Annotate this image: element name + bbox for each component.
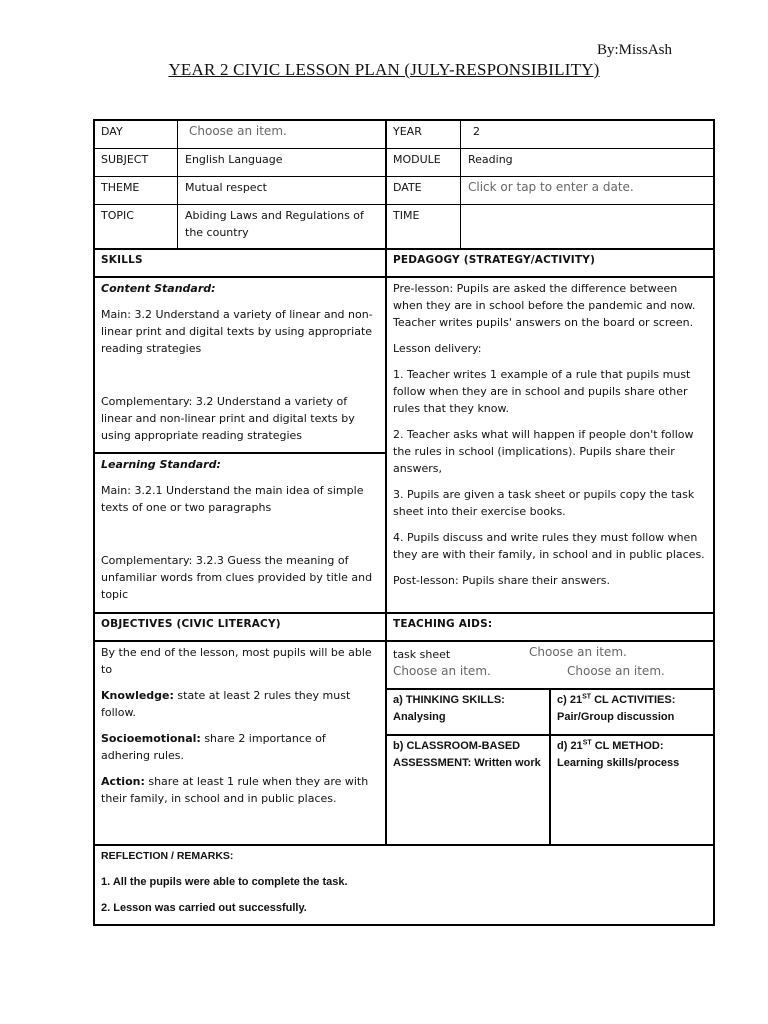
author-credit: By:MissAsh: [597, 42, 673, 58]
assessment-value-line: ASSESSMENT: Written work: [393, 757, 541, 769]
delivery-step-3: 3. Pupils are given a task sheet or pupils copy the task sheet into their exercise books.: [393, 488, 695, 518]
pedagogy-heading: PEDAGOGY (STRATEGY/ACTIVITY): [393, 254, 596, 266]
assessment-label: b) CLASSROOM-BASED: [393, 740, 521, 752]
thinking-skills-label: a) THINKING SKILLS:: [393, 694, 505, 706]
year-label: YEAR: [393, 125, 422, 138]
cl-method-value: Learning skills/process: [557, 757, 680, 769]
theme-label: THEME: [101, 181, 140, 194]
learning-standard-label: Learning Standard:: [101, 458, 221, 471]
learning-standard-main: Main: 3.2.1 Understand the main idea of simple texts of one or two paragraphs: [101, 484, 364, 514]
learning-standard-section: [95, 454, 384, 612]
module-value: Reading: [468, 153, 513, 166]
delivery-step-1: 1. Teacher writes 1 example of a rule that pupils must follow when they are in school and pupils share other rules that they know.: [393, 368, 691, 415]
content-standard-complementary: Complementary: 3.2 Understand a variety of linear and non-linear print and digital texts by using appropriate reading strategies: [101, 395, 355, 442]
objectives-section: [95, 642, 384, 844]
date-picker[interactable]: Click or tap to enter a date.: [468, 180, 634, 194]
reflection-section: [95, 846, 713, 926]
skills-heading: SKILLS: [101, 254, 143, 266]
cl-activities-value: Pair/Group discussion: [557, 711, 675, 723]
content-standard-label: Content Standard:: [101, 282, 216, 295]
time-value: [462, 205, 712, 209]
date-label: DATE: [393, 181, 422, 194]
cl-method-label: d) 21ST CL METHOD:: [557, 739, 664, 752]
knowledge-label: Knowledge:: [101, 689, 174, 702]
day-label: DAY: [101, 125, 123, 138]
reflection-item-2: 2. Lesson was carried out successfully.: [101, 902, 307, 914]
socioemotional-text: share 2 importance of adhering rules.: [101, 732, 326, 762]
pre-lesson-text: Pre-lesson: Pupils are asked the difference between when they are in school before the pandemic and now. Teacher writes pupils' answers on the board or screen.: [393, 282, 696, 329]
content-standard-section: [95, 278, 384, 452]
module-label: MODULE: [393, 153, 441, 166]
objective-socioemotional: [101, 730, 378, 764]
lesson-plan-table: [93, 119, 715, 926]
teaching-aid-select-2[interactable]: Choose an item.: [393, 664, 491, 678]
objectives-heading: OBJECTIVES (CIVIC LITERACY): [101, 618, 281, 630]
teaching-aid-select-3[interactable]: Choose an item.: [567, 664, 665, 678]
cl-method-box: [551, 736, 713, 774]
teaching-aid-task-sheet: task sheet: [393, 648, 451, 661]
year-value: 2: [473, 125, 480, 138]
teaching-aids-heading: TEACHING AIDS:: [393, 618, 493, 630]
topic-label: TOPIC: [101, 209, 134, 222]
post-lesson-text: Post-lesson: Pupils share their answers.: [393, 574, 610, 587]
action-label: Action:: [101, 775, 145, 788]
thinking-skills-box: [387, 690, 549, 728]
thinking-skills-value: Analysing: [393, 711, 446, 723]
lesson-delivery-label: Lesson delivery:: [393, 342, 482, 355]
delivery-step-2: 2. Teacher asks what will happen if people don't follow the rules in school (implications). Pupils share their answers,: [393, 428, 694, 475]
reflection-heading: REFLECTION / REMARKS:: [101, 850, 234, 862]
socioemotional-label: Socioemotional:: [101, 732, 201, 745]
reflection-item-1: 1. All the pupils were able to complete the task.: [101, 876, 348, 888]
objectives-intro: By the end of the lesson, most pupils will be able to: [101, 646, 372, 676]
learning-standard-complementary: Complementary: 3.2.3 Guess the meaning of unfamiliar words from clues provided by title and topic: [101, 554, 373, 601]
pedagogy-section: [387, 278, 713, 612]
theme-value: Mutual respect: [185, 181, 267, 194]
subject-value: English Language: [185, 153, 283, 166]
objective-action: [101, 773, 378, 807]
topic-value: Abiding Laws and Regulations of the country: [185, 209, 364, 239]
teaching-aid-select-1[interactable]: Choose an item.: [529, 645, 627, 659]
assessment-box: [387, 736, 549, 774]
objective-knowledge: [101, 687, 378, 721]
action-text: share at least 1 rule when they are with their family, in school and in public places.: [101, 775, 369, 805]
subject-label: SUBJECT: [101, 153, 149, 166]
cl-activities-label: c) 21ST CL ACTIVITIES:: [557, 693, 676, 706]
content-standard-main: Main: 3.2 Understand a variety of linear and non-linear print and digital texts by using appropriate reading strategies: [101, 308, 373, 355]
page-title: YEAR 2 CIVIC LESSON PLAN (JULY-RESPONSIBILITY): [168, 60, 600, 79]
knowledge-text: state at least 2 rules they must follow.: [101, 689, 351, 719]
cl-activities-box: [551, 690, 713, 728]
time-label: TIME: [393, 209, 420, 222]
day-select[interactable]: Choose an item.: [189, 124, 287, 138]
delivery-step-4: 4. Pupils discuss and write rules they must follow when they are with their family, in school and in public places.: [393, 531, 705, 561]
